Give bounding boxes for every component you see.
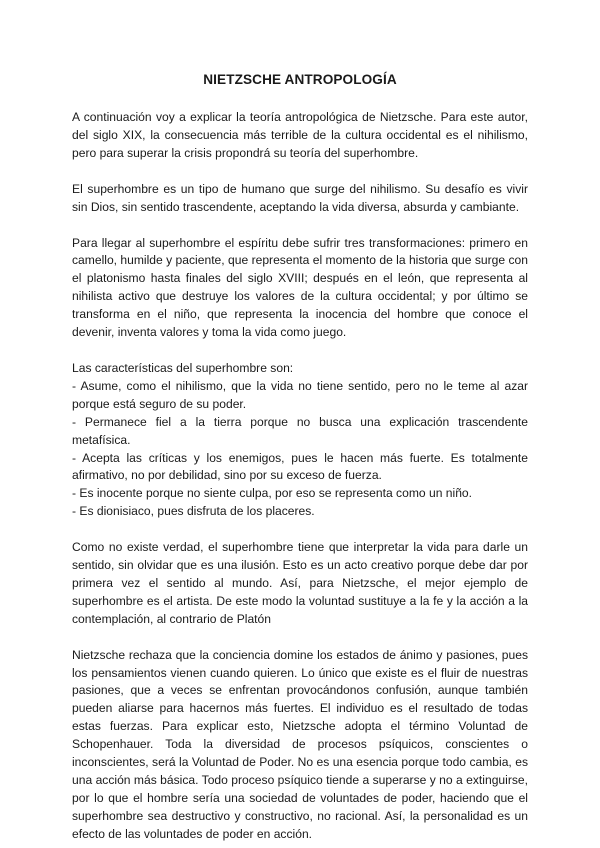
paragraph-verdad: Como no existe verdad, el superhombre tiene que interpretar la vida para darle un sentido, sin olvidar que es una ilusión. Esto es un acto creativo porque debe dar por primera vez el sentido al mundo. Así, para Nietzsche, el mejor ejemplo de superhombre es el artista. De este modo la voluntad sustituye a la fe y la acción a la contemplación, al contrario de Platón — [72, 540, 528, 626]
paragraph-superhombre: El superhombre es un tipo de humano que surge del nihilismo. Su desafío es vivir sin Dios, sin sentido trascendente, aceptando la vida diversa, absurda y cambiante. — [72, 181, 528, 214]
list-item: - Es dionisiaco, pues disfruta de los placeres. — [72, 504, 315, 519]
characteristics-intro: Las características del superhombre son: — [72, 360, 294, 375]
list-item: - Acepta las críticas y los enemigos, pues le hacen más fuerte. Es totalmente afirmativo, no por debilidad, sino por su exceso de fuerza. — [72, 450, 528, 483]
list-item: - Es inocente porque no siente culpa, por eso se representa como un niño. — [72, 486, 473, 501]
list-item: - Permanece fiel a la tierra porque no busca una explicación trascendente metafísica. — [72, 414, 528, 447]
paragraph-voluntad: Nietzsche rechaza que la conciencia domine los estados de ánimo y pasiones, pues los pensamientos vienen cuando quieren. Lo único que existe es el fluir de nuestras pasiones, que a veces se enfrentan provocándonos confusión, aunque también pueden aliarse para hacernos más fuertes. El individuo es el resultado de todas estas fuerzas. Para explicar esto, Nietzsche adopta el término Voluntad de Schopenhauer. Toda la diversidad de procesos psíquicos, conscientes o inconscientes, será la Voluntad de Poder. No es una esencia porque todo cambia, es una acción más básica. Todo proceso psíquico tiende a superarse y no a extinguirse, por lo que el hombre sería una sociedad de voluntades de poder, haciendo que el superhombre sea destructivo y constructivo, no racional. Así, la personalidad es un efecto de las voluntades de poder en acción. — [72, 647, 528, 841]
document-title: NIETZSCHE ANTROPOLOGÍA — [203, 72, 397, 87]
paragraph-transformaciones: Para llegar al superhombre el espíritu debe sufrir tres transformaciones: primero en camello, humilde y paciente, que representa el momento de la historia que surge con el platonismo hasta finales del siglo XVIII; después en el león, que representa al nihilista activo que destruye los valores de la cultura occidental; y por último se transforma en el niño, que representa la inocencia del hombre que conoce el devenir, inventa valores y toma la vida como juego. — [72, 235, 528, 340]
list-item: - Asume, como el nihilismo, que la vida no tiene sentido, pero no le teme al azar porque está seguro de su poder. — [72, 378, 528, 411]
paragraph-intro: A continuación voy a explicar la teoría antropológica de Nietzsche. Para este autor, del siglo XIX, la consecuencia más terrible de la cultura occidental es el nihilismo, pero para superar la crisis propondrá su teoría del superhombre. — [72, 110, 528, 160]
characteristics-list — [72, 360, 528, 521]
